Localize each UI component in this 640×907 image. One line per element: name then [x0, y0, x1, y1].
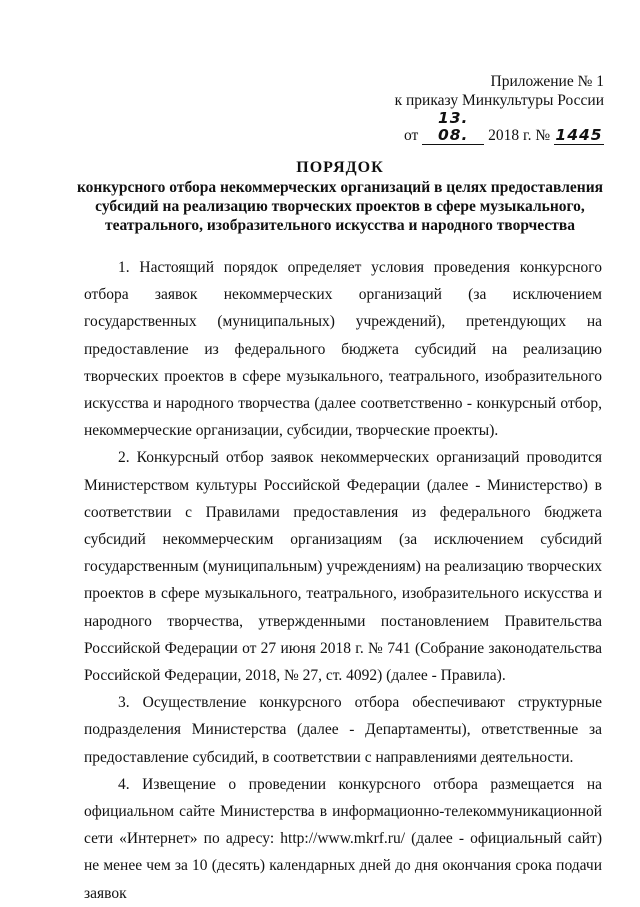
paragraph-2: 2. Конкурсный отбор заявок некоммерческих организаций проводится Министерством культуры Российской Федерации (далее - Министерство) в соответствии с Правилами предоставления из федерального бюджета субсидий некоммерческим организациям (за исключением субсидий государственным (муниципальным) учреждениям) на реализацию творческих проектов в сфере музыкального, театрального, изобразительного искусства и народного творчества, утвержденными постановлением Правительства Российской Федерации от 27 июня 2018 г. № 741 (Собрание законодательства Российской Федерации, 2018, № 27, ст. 4092) (далее - Правила). [84, 449, 602, 685]
paragraph-3: 3. Осуществление конкурсного отбора обеспечивают структурные подразделения Министерства (далее - Департаменты), ответственные за предоставление субсидий, в соответствии с направлениями деятельности. [84, 694, 602, 766]
paragraph-4: 4. Извещение о проведении конкурсного отбора размещается на официальном сайте Министерства в информационно-телекоммуникационной сети «Интернет» по адресу: http://www.mkrf.ru/ (далее - официальный сайт) не менее чем за 10 (десять) календарных дней до дня окончания срока подачи заявок [84, 775, 602, 902]
order-date-line [395, 110, 604, 145]
paragraph-1: 1. Настоящий порядок определяет условия проведения конкурсного отбора заявок некоммерческих организаций (за исключением государственных (муниципальных) учреждений), претендующих на предоставление из федерального бюджета субсидий на реализацию творческих проектов в сфере музыкального, театрального, изобразительного искусства и народного творчества (далее соответственно - конкурсный отбор, некоммерческие организации, субсидии, творческие проекты). [84, 259, 602, 440]
document-subtitle: конкурсного отбора некоммерческих организаций в целях предоставления субсидий на реализацию творческих проектов в сфере музыкального, театрального, изобразительного искусства и народного творчества [76, 179, 604, 234]
document-body [84, 254, 602, 907]
document-title: ПОРЯДОК [296, 159, 384, 176]
order-reference: к приказу Минкультуры России [394, 92, 604, 109]
year-text: 2018 г. № [488, 127, 551, 144]
date-prefix: от [404, 127, 419, 144]
appendix-header [395, 72, 604, 145]
appendix-label: Приложение № 1 [490, 73, 604, 90]
document-title-block [60, 158, 620, 235]
handwritten-order-number: 1445 [555, 126, 603, 144]
handwritten-date: 13. 08. [422, 110, 484, 145]
